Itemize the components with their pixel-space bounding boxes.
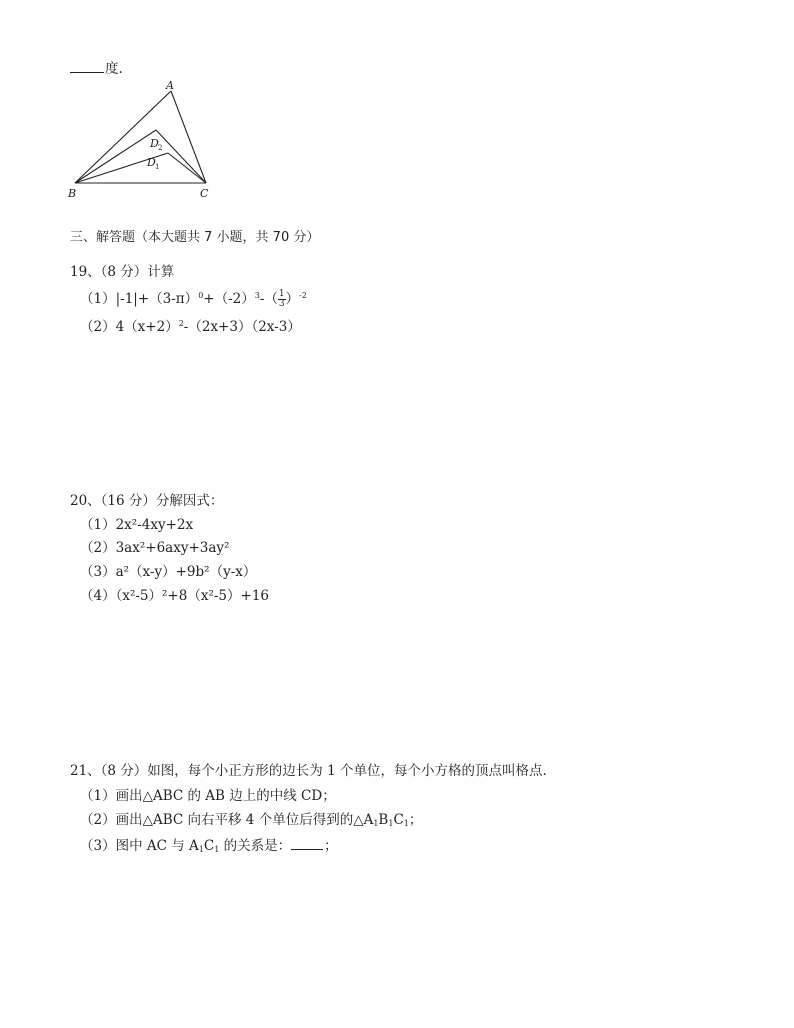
part-label: （2） <box>80 319 116 335</box>
exponent: 2 <box>178 319 184 328</box>
point-label-d1: D <box>147 156 156 169</box>
subscript: 1 <box>388 819 394 828</box>
q21-part2 <box>80 811 422 829</box>
expr-text: +（-2） <box>203 291 255 307</box>
expr-text: 3ax²+6axy+3ay² <box>115 540 230 556</box>
q20-heading: 20、（16 分）分解因式： <box>70 493 224 509</box>
fraction <box>278 290 286 309</box>
q20-part3 <box>80 563 256 581</box>
q19-heading: 19、（8 分）计算 <box>70 264 175 280</box>
question-text: 画出△ABC 向右平移 4 个单位后得到的△A <box>115 812 374 828</box>
q20-part4 <box>80 587 269 605</box>
vertex-label-c: C <box>200 187 209 200</box>
subscript: 1 <box>198 845 204 854</box>
part-label: （1） <box>80 788 116 804</box>
exponent: 3 <box>254 291 260 300</box>
q20-part2 <box>80 539 229 557</box>
part-label: （4） <box>80 588 116 604</box>
point-label-d1-sub: 1 <box>155 163 160 171</box>
q20-part1 <box>80 516 193 534</box>
part-label: （1） <box>80 517 116 533</box>
part-label: （1） <box>80 291 116 307</box>
question-text: C <box>203 838 215 854</box>
vertex-label-b: B <box>68 187 77 200</box>
q21-part1 <box>80 787 336 805</box>
point-label-d2: D <box>150 137 159 150</box>
vertex-label-a: A <box>166 79 174 92</box>
exponent: -2 <box>299 291 307 300</box>
q21-heading: 21、（8 分）如图，每个小正方形的边长为 1 个单位，每个小方格的顶点叫格点. <box>70 763 547 779</box>
point-label-d2-sub: 2 <box>158 144 163 152</box>
subscript: 1 <box>403 819 409 828</box>
q21-part3 <box>80 835 338 855</box>
subscript: 1 <box>214 845 220 854</box>
expr-text: ） <box>285 291 300 307</box>
question-text: 的关系是： <box>219 838 292 854</box>
edge-bd2 <box>75 130 156 183</box>
q19-part1 <box>80 290 307 309</box>
subscript: 1 <box>373 819 379 828</box>
expr-text: 4（x+2） <box>115 319 179 335</box>
part-label: （3） <box>80 838 116 854</box>
expr-text: -（2x+3）（2x-3） <box>183 319 301 335</box>
expr-text: |-1|+（3-π） <box>115 291 199 307</box>
fraction-denominator: 3 <box>278 299 285 309</box>
expr-text: （x²-5）²+8（x²-5）+16 <box>115 588 269 604</box>
question-text: ； <box>408 812 423 828</box>
triangle-figure <box>0 0 260 210</box>
question-text: C <box>393 812 404 828</box>
part-label: （2） <box>80 812 116 828</box>
section-heading: 三、解答题（本大题共 7 小题，共 70 分） <box>70 230 320 245</box>
answer-blank[interactable] <box>291 835 323 850</box>
question-text: B <box>378 812 389 828</box>
question-text: ； <box>324 838 338 854</box>
q19-part2 <box>80 318 301 336</box>
part-label: （3） <box>80 564 116 580</box>
expr-text: 2x²-4xy+2x <box>115 517 194 533</box>
question-text: 图中 AC 与 A <box>115 838 199 854</box>
expr-text: a²（x-y）+9b²（y-x） <box>115 564 257 580</box>
exponent: 0 <box>198 291 204 300</box>
edge-d2c <box>156 130 206 183</box>
q18-suffix: 度. <box>105 61 123 77</box>
part-label: （2） <box>80 540 116 556</box>
expr-text: -（ <box>259 291 278 307</box>
question-text: 画出△ABC 的 AB 边上的中线 CD； <box>115 788 336 804</box>
fraction-numerator: 1 <box>278 289 285 299</box>
